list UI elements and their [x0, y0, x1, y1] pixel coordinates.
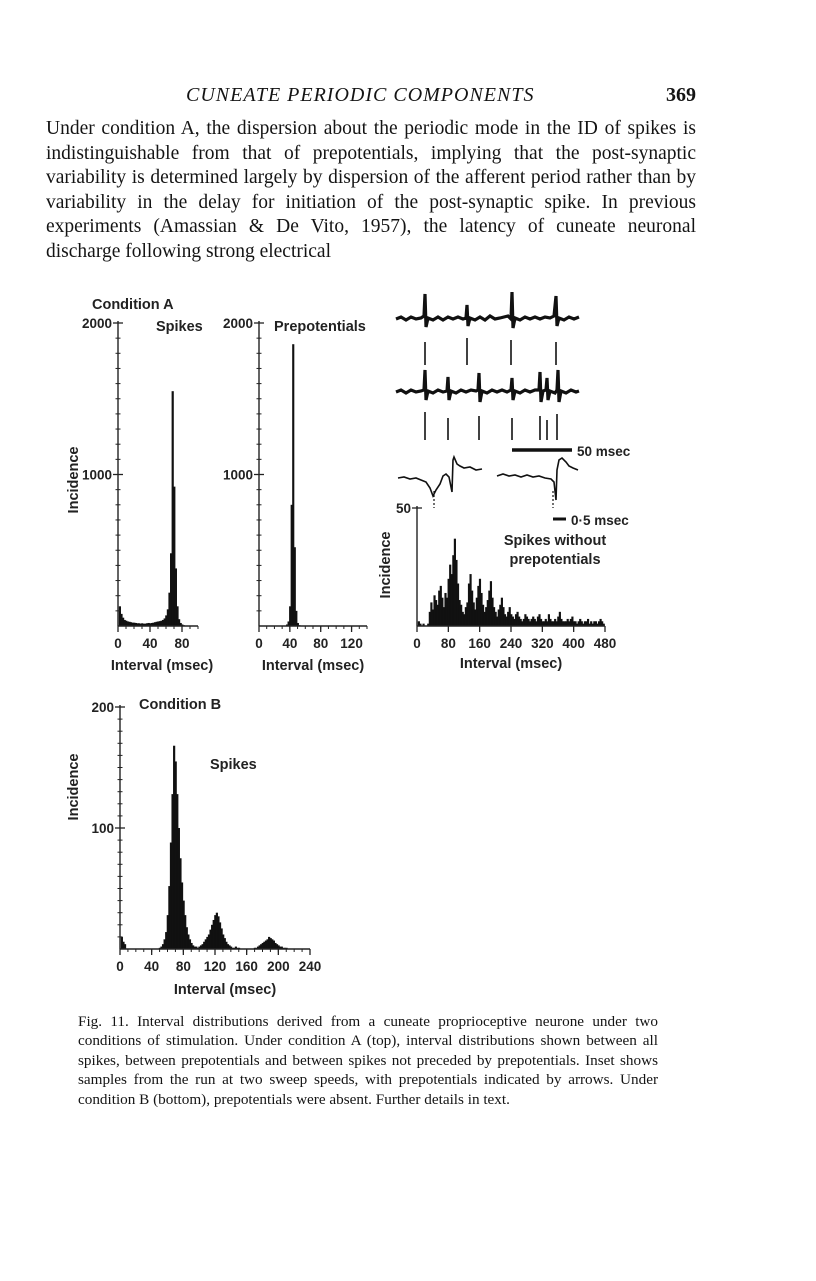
panel-a-spikes-ylabel: Incidence [66, 446, 82, 514]
panel-a-nopp-xlabel: Interval (msec) [459, 656, 563, 672]
running-title: CUNEATE PERIODIC COMPONENTS [186, 84, 535, 106]
histograms [82, 316, 616, 974]
trace-fast-right [497, 458, 578, 500]
y-tick-label: 100 [91, 821, 114, 836]
condition-b-spikes-panel [91, 700, 321, 974]
x-tick-label: 0 [255, 636, 263, 651]
x-tick-label: 240 [298, 959, 322, 974]
condition-a-label: Condition A [92, 297, 174, 313]
x-tick-label: 40 [142, 636, 158, 651]
body-paragraph: Under condition A, the dispersion about the periodic mode in the ID of spikes is indistinguishable from that of prepotentials, implying that the post-synaptic variability is determined largely by dispersion of the afferent period rather than by variability in the delay for initiation of the post-synaptic spike. In previous experiments (Amassian & De Vito, 1957), the latency of cuneate neuronal discharge following strong electrical [46, 118, 696, 262]
x-tick-label: 80 [174, 636, 190, 651]
x-tick-label: 160 [235, 959, 258, 974]
panel-a-prepot-xlabel: Interval (msec) [261, 658, 365, 674]
panel-title: Spikes [156, 319, 203, 335]
x-tick-label: 40 [282, 636, 298, 651]
y-tick-label: 2000 [81, 316, 112, 331]
panel-b-xlabel: Interval (msec) [173, 982, 277, 998]
trace-upper-slow [396, 292, 579, 328]
x-tick-label: 240 [499, 636, 523, 651]
x-tick-label: 160 [468, 636, 491, 651]
x-tick-label: 120 [340, 636, 363, 651]
panel-a-spikes-xlabel: Interval (msec) [110, 658, 214, 674]
x-tick-label: 80 [313, 636, 329, 651]
y-tick-label: 50 [395, 501, 411, 516]
trace-lower-slow [396, 370, 579, 402]
panel-b-ylabel: Incidence [66, 753, 82, 821]
x-tick-label: 40 [144, 959, 160, 974]
scale-bar-50-msec-label: 50 msec [577, 444, 631, 459]
x-tick-label: 480 [593, 636, 617, 651]
panel-title-line: prepotentials [509, 552, 601, 568]
panel-title-line: Spikes without [503, 533, 607, 549]
panel-title: Spikes [210, 757, 257, 773]
x-tick-label: 80 [175, 959, 191, 974]
y-tick-label: 2000 [222, 316, 253, 331]
scale-bar-0-5-msec-label: 0·5 msec [571, 513, 629, 528]
trace-fast-left [398, 457, 482, 496]
condition-b-label: Condition B [139, 697, 222, 713]
x-tick-label: 120 [203, 959, 227, 974]
y-tick-label: 200 [91, 700, 114, 715]
x-tick-label: 0 [413, 636, 421, 651]
panel-title: Prepotentials [274, 319, 366, 335]
x-tick-label: 0 [116, 959, 124, 974]
panel-a-nopp-ylabel: Incidence [378, 531, 394, 599]
figure-caption: Fig. 11. Interval distributions derived from a cuneate proprioceptive neurone under two conditions of stimulation. Under condition A (top), interval distributions shown between all spikes, between prepotentials and between spikes not preceded by prepotentials. Inset shows samples from the run at two sweep speeds, with prepotentials indicated by arrows. Under condition B (bottom), prepotentials were absent. Further details in text. [78, 1013, 658, 1108]
x-tick-label: 0 [114, 636, 122, 651]
y-tick-label: 1000 [222, 467, 253, 483]
condition-a-spikes-panel [82, 316, 203, 651]
page-number: 369 [666, 84, 696, 106]
histogram-bar [124, 944, 126, 949]
x-tick-label: 200 [267, 959, 290, 974]
x-tick-label: 320 [531, 636, 554, 651]
condition-a-prepotentials-panel [223, 316, 367, 651]
x-tick-label: 400 [562, 636, 585, 651]
trace-inset [396, 292, 631, 528]
x-tick-label: 80 [440, 636, 456, 651]
y-tick-label: 1000 [81, 467, 112, 483]
